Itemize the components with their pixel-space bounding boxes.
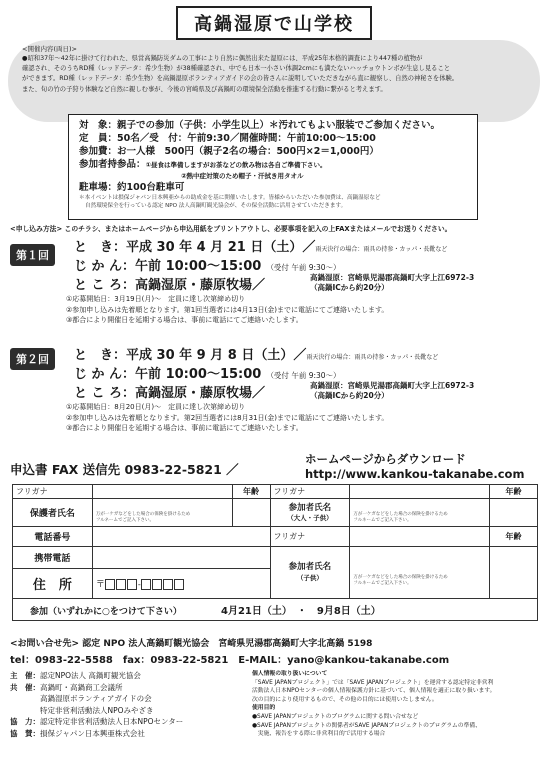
postal-mark: 〒 — [95, 580, 105, 590]
phone-label: 電話番号 — [13, 527, 93, 547]
age-label: 年齢 — [490, 485, 538, 499]
content-line: 確認され、そのうちRD種（レッドデータ：希少生物）が38種確認され、中でも日本一小さい体調2cmにも満たないハッチョウトンボが生息し見ること — [22, 65, 451, 73]
session-notes: ①応募開始日：8月20日(月)～ 定員に達し次第締め切り ②参加申し込みは先着順となります。第2回当選者には8月31日(金)までに電話にてご連絡いたします。 ③都合により開催日を延期する場合は、事前に電話にてご連絡いたします。 — [66, 403, 389, 432]
host: 認定NPO法人 高鍋町観光協会 — [40, 671, 141, 680]
participation-date-row[interactable] — [13, 599, 538, 621]
contact-address: <お問い合せ先> 認定 NPO 法人高鍋町観光協会 宮崎県児湯郡高鍋町大字北高鍋 5198 — [10, 639, 373, 649]
address-label: 住 所 — [13, 569, 93, 599]
age-label: 年齢 — [232, 485, 270, 499]
guardian-name-label: 保護者氏名 — [13, 499, 93, 527]
participant-age-field[interactable] — [490, 499, 538, 527]
event-content-panel — [8, 40, 540, 122]
participation-options[interactable]: 4月21日（土） ・ 9月8日（土） — [221, 606, 381, 617]
target-line: 対 象：親子での参加（子供：小学生以上）＊汚れてもよい服装でご参加ください。 — [79, 120, 441, 131]
contact-section — [10, 636, 540, 666]
child-age-field[interactable] — [490, 547, 538, 599]
phone-field[interactable] — [92, 527, 270, 547]
cohost: 特定非営利活動法人NPOみやざき — [40, 705, 154, 715]
content-line: ができます。RD種（レッドデータ：希少生物）を高鍋湿原ボランティアガイドの会の皆さんに説明していただきながら直に観察し、自然の神秘さを体験。 — [22, 75, 459, 83]
cooperator: 認定特定非営利活動法人日本NPOセンター — [40, 717, 184, 726]
funding-note: ＊本イベントは損保ジャパン日本興亜からの助成金を基に開催いたします。皆様からいただいた参加費は、高鍋湿原など — [79, 195, 381, 201]
supporter: 損保ジャパン日本興亜株式会社 — [40, 728, 145, 738]
fee-line: 参加費：お一人様 500円（親子2名の場合：500円×2＝1,000円） — [79, 146, 379, 157]
session-notes: ①応募開始日：3月19日(月)～ 定員に達し次第締め切り ②参加申し込みは先着順となります。第1回当選者には4月13日(金)までに電話にてご連絡いたします。 ③都合により開催日を延期する場合は、事前に電話にてご連絡いたします。 — [66, 295, 389, 324]
session-date: と き：平成 30 年 9 月 8 日（土）／雨天決行の場合：雨具の持参・カッパ・長靴など — [74, 348, 439, 363]
furigana-label: フリガナ — [270, 527, 350, 547]
session-badge: 第２回 — [10, 348, 55, 370]
bring-item: ②熱中症対策のため帽子・汗拭き用タオル — [181, 172, 304, 180]
parking-line: 駐車場：約100台駐車可 — [79, 182, 185, 193]
cohost: 高鍋湿原ボランティアガイドの会 — [40, 694, 152, 703]
funding-note: 自然環境保全を行っている認定 NPO 法人高鍋町観光協会が、その保全活動に活用させていただきます。 — [85, 203, 347, 209]
fax-number: 申込書 FAX 送信先 0983-22-5821 ／ — [10, 462, 239, 477]
session-place: と こ ろ：高鍋湿原・藤原牧場／ — [74, 386, 266, 401]
apply-method: <申し込み方法> このチラシ、またはホームページから申込用紙をプリントアウトし、必要事項を記入の上FAXまたはメールでお送りください。 — [10, 225, 452, 233]
child-furigana-field[interactable] — [350, 527, 490, 547]
mobile-field[interactable] — [92, 547, 270, 569]
child-name-field[interactable]: 万が一ケガなどをした場合の保険を掛けるため フルネームでご記入下さい。 — [350, 547, 490, 599]
participant-name-field[interactable]: 万が一ケガなどをした場合の保険を掛けるため フルネームでご記入下さい。 — [350, 499, 490, 527]
participation-label: 参加（いずれかに○をつけて下さい） — [30, 607, 182, 617]
furigana-label: フリガナ — [270, 485, 350, 499]
guardian-furigana-field[interactable] — [92, 485, 232, 499]
session-place: と こ ろ：高鍋湿原・藤原牧場／ — [74, 278, 266, 293]
contact-phone-email: tel：0983-22-5588 fax：0983-22-5821 E-MAIL：yano@kankou-takanabe.com — [10, 655, 450, 666]
participant-name-label: 参加者氏名 （大人・子供） — [270, 499, 350, 527]
age-label: 年齢 — [490, 527, 538, 547]
mobile-label: 携帯電話 — [13, 547, 93, 569]
bring-label: 参加者持参品： — [79, 159, 146, 170]
content-line: ●昭和37年～42年に掛けて行われた、県営高鍋防災ダムの工事により自然に偶然出来た湿原には、平成25年本格的調査により447種の植物が — [22, 55, 423, 62]
privacy-notice: 個人情報の取り扱いについて 「SAVE JAPANプロジェクト」では「SAVE JAPANプロジェクト」を運営する認定特定非営利 活動法人日本NPOセンターの個人情報保護方針に基づいて、個人情報を適正に取り扱います。 次の目的により使用するもので、その他の目的には使用いたしません。 使用目的 ●SAVE JAPANプロジェクトのプログラムに関する問い合せなど ●SAVE JAPANプロジェクトの関係者がSAVE JAPANプロジェクトのプログラムの準備、 実施、報告をする際に非営利目的で活用する場合 — [252, 671, 496, 738]
session-time: じ か ん：午前 10:00～15:00 （受付 午前 9:30～） — [74, 259, 341, 274]
title-area — [0, 6, 548, 40]
content-line: また、旬の竹の子狩り体験など自然に親しむ事が、今後の宮崎県及び高鍋町の環境保全活動を推進する行動に繋がると考えます。 — [22, 85, 387, 93]
session-address: 高鍋湿原：宮崎県児湯郡高鍋町大字上江6972-3 （高鍋ICから約20分） — [310, 273, 475, 292]
guardian-age-field[interactable] — [232, 499, 270, 527]
download-info — [305, 452, 524, 482]
child-name-label: 参加者氏名 （子供） — [270, 547, 350, 599]
address-field[interactable]: 〒 - — [92, 569, 270, 599]
sponsors: 主 催：認定NPO法人 高鍋町観光協会 共 催：高鍋町・高鍋商工会議所 高鍋湿原ボランティアガイドの会 特定非営利活動法人NPOみやざき 協 力：認定特定非営利活動法人日本NPOセンター 協 賛：損保ジャパン日本興亜株式会社 — [10, 670, 240, 739]
details-box — [68, 114, 478, 220]
session-date: と き：平成 30 年 4 月 21 日（土）／雨天決行の場合：雨具の持参・カッパ・長靴など — [74, 240, 448, 255]
bring-item: ①昼食は準備しますがお茶などの飲み物は各自ご準備下さい。 — [145, 161, 327, 169]
bring-line — [79, 158, 467, 172]
furigana-label: フリガナ — [13, 485, 93, 499]
participant-furigana-field[interactable] — [350, 485, 490, 499]
download-label: ホームページからダウンロード — [305, 452, 466, 466]
session-badge: 第１回 — [10, 244, 55, 266]
page-title: 高鍋湿原で山学校 — [176, 6, 372, 40]
session-time: じ か ん：午前 10:00～15:00 （受付 午前 9:30～） — [74, 367, 341, 382]
content-header: <開催内容(両日)> — [22, 45, 77, 53]
website-link[interactable]: http://www.kankou-takanabe.com — [305, 467, 525, 481]
application-form — [12, 484, 538, 621]
session-address: 高鍋湿原：宮崎県児湯郡高鍋町大字上江6972-3 （高鍋ICから約20分） — [310, 381, 475, 400]
capacity-line: 定 員：50名／受 付：午前9:30／開催時間：午前10:00～15:00 — [79, 133, 376, 144]
cohost: 高鍋町・高鍋商工会議所 — [40, 682, 123, 692]
guardian-name-field[interactable]: 万が一ケガなどをした場合の保険を掛けるため フルネームでご記入下さい。 — [92, 499, 232, 527]
